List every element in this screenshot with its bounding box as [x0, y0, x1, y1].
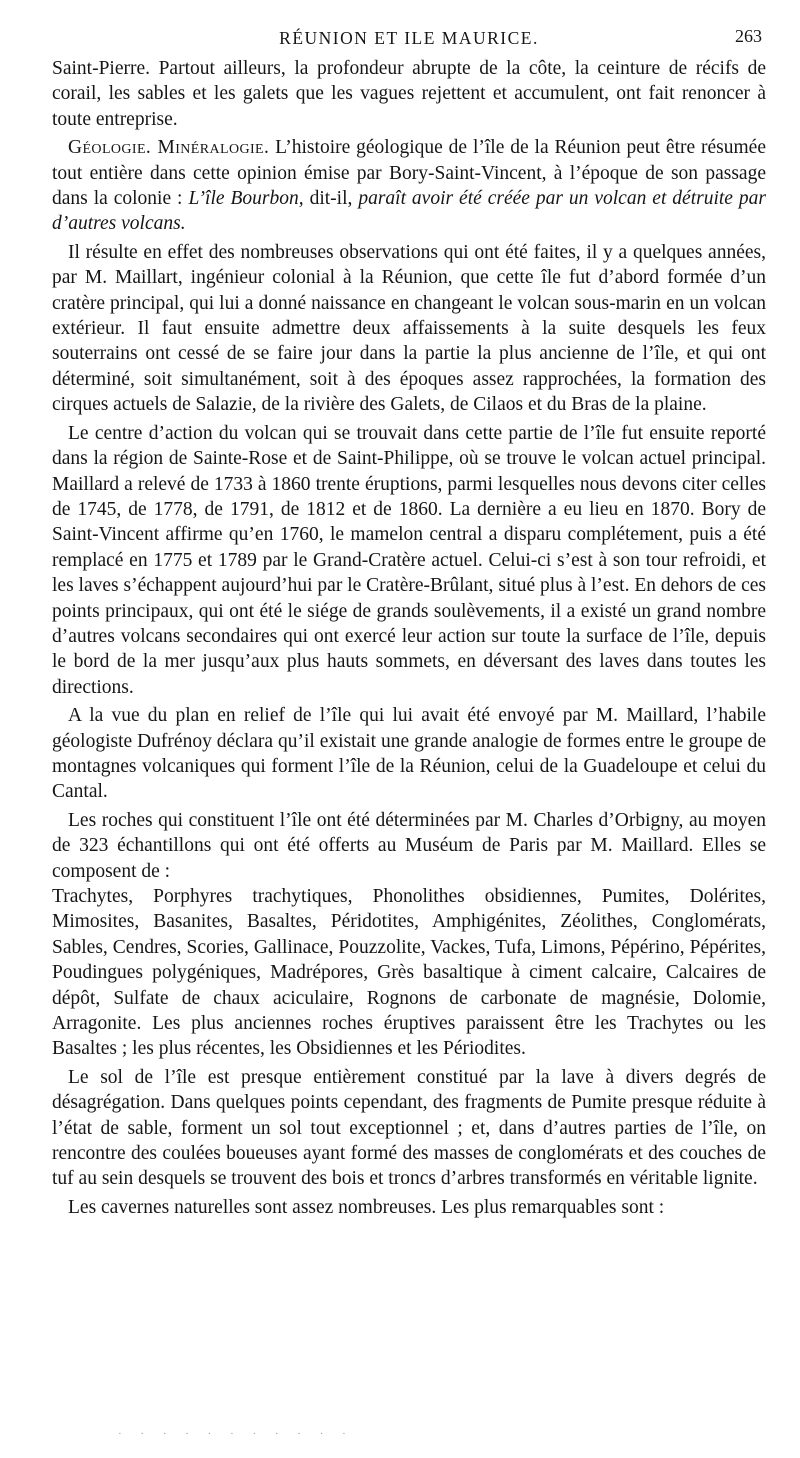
running-title: RÉUNION ET ILE MAURICE. — [279, 28, 539, 48]
page-number: 263 — [735, 26, 762, 46]
quote-part: paraît avoir été créée par un volcan et détruite par d’autres volcans. — [52, 188, 766, 235]
paragraph: Il résulte en effet des nombreuses observations qui ont été faites, il y a quelques années, par M. Maillart, ingénieur colonial à la Réunion, que cette île fut d’abord formée d’un cratère principal, qui lui a donné naissance en changeant le volcan sous-marin en un volcan extérieur. Il faut ensuite admettre deux affaissements à la suite desquels les feux souterrains ont cessé de se faire jour dans la partie la plus ancienne de l’île, et qui ont déterminé, soit simultanément, soit à des époques assez rapprochées, la formation des cirques actuels de Salazie, de la rivière des Galets, de Cilaos et du Bras de la plaine. — [52, 241, 766, 416]
body-text — [52, 56, 766, 1220]
paragraph: A la vue du plan en relief de l’île qui lui avait été envoyé par M. Maillard, l’habile géologiste Dufrénoy déclara qu’il existait une grande analogie de formes entre le groupe de montagnes volcaniques qui forment l’île de la Réunion, celui de la Guadeloupe et celui du Cantal. — [52, 705, 766, 803]
paragraph: Les cavernes naturelles sont assez nombreuses. Les plus remarquables sont : — [68, 1196, 665, 1218]
section-heading: Géologie. Minéralogie. — [68, 137, 270, 159]
rock-list: Trachytes, Porphyres trachytiques, Phonolithes obsidiennes, Pumites, Dolérites, Mimosites, Basanites, Basaltes, Péridotites, Amphigénites, Zéolithes, Conglomérats, Sables, Cendres, Scories, Gallinace, Pouzzolite, Vackes, Tufa, Limons, Pépérino, Pépérites, Poudingues polygéniques, Madrépores, Grès basaltique à ciment calcaire, Calcaires de dépôt, Sulfate de chaux aciculaire, Rognons de carbonate de magnésie, Dolomie, Arragonite. Les plus anciennes roches éruptives paraissent être les Trachytes ou les Basaltes ; les plus récentes, les Obsidiennes et les Périodites. — [52, 886, 766, 1060]
paragraph: Les roches qui constituent l’île ont été déterminées par M. Charles d’Orbigny, au moyen de 323 échantillons qui ont été offerts au Muséum de Paris par M. Maillard. Elles se composent de : — [52, 809, 766, 882]
paragraph: Le centre d’action du volcan qui se trouvait dans cette partie de l’île fut ensuite reporté dans la région de Sainte-Rose et de Saint-Philippe, où se trouve le volcan actuel principal. Maillard a relevé de 1733 à 1860 trente éruptions, parmi lesquelles nous devons citer celles de 1745, de 1778, de 1791, de 1812 et de 1860. La dernière a eu lieu en 1870. Bory de Saint-Vincent affirme qu’en 1760, le mamelon central a disparu complétement, puis a été remplacé en 1775 et 1789 par le Grand-Cratère actuel. Celui-ci s’est à son tour refroidi, et les laves s’échappent aujourd’hui par le Cratère-Brûlant, situé plus à l’est. En dehors de ces points principaux, qui ont été le siége de grands soulèvements, il a existé un grand nombre d’autres volcans secondaires qui ont exercé leur action sur toute la surface de l’île, depuis le bord de la mer jusqu’aux plus hauts sommets, en déversant des laves dans toutes les directions. — [52, 422, 766, 698]
running-header — [52, 22, 766, 50]
paragraph: Le sol de l’île est presque entièrement constitué par la lave à divers degrés de désagrégation. Dans quelques points cependant, des fragments de Pumite presque réduite à l’état de sable, forment un sol tout exceptionnel ; et, dans d’autres parties de l’île, on rencontre des coulées boueuses ayant formé des masses de conglomérats et des couches de tuf au sein desquels se trouvent des bois et troncs d’arbres transformés en véritable lignite. — [52, 1066, 766, 1190]
paragraph-continuation: Saint-Pierre. Partout ailleurs, la profondeur abrupte de la côte, la ceinture de récifs de corail, les sables et les galets que les vagues rejettent et accumulent, ont fait renoncer à toute entreprise. — [52, 58, 766, 130]
paragraph-geology — [52, 135, 766, 237]
paragraph-text: L’histoire géologique de l’île de la Réunion peut être résumée tout entière dans cette opinion émise par Bory-Saint-Vincent, à l’époque de son passage dans la colonie : — [52, 137, 766, 210]
quote-part: L’île Bourbon, — [188, 188, 304, 210]
print-artifact-marks: · · · · · · · · · · · — [118, 1428, 354, 1440]
quote-interjection: dit-il, — [303, 188, 359, 210]
